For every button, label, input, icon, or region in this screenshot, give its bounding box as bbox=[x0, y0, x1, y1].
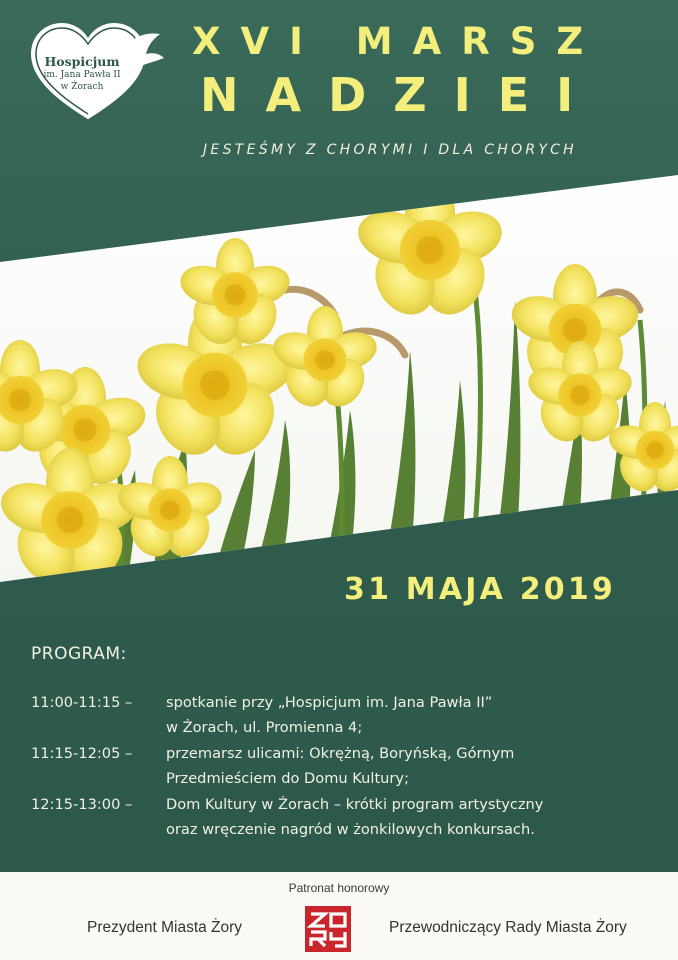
zory-city-logo-icon bbox=[305, 906, 351, 952]
subtitle: JESTEŚMY Z CHORYMI I DLA CHORYCH bbox=[203, 142, 577, 158]
event-date: 31 MAJA 2019 bbox=[344, 572, 616, 607]
title-line-1: XVI MARSZ bbox=[192, 20, 604, 63]
program-desc-line: w Żorach, ul. Promienna 4; bbox=[166, 719, 363, 736]
logo-text-city: w Żorach bbox=[60, 82, 104, 92]
program-time: 11:00-11:15 – bbox=[31, 694, 133, 711]
logo-text-name: Hospicjum bbox=[44, 54, 120, 69]
title-line-2: NADZIEI bbox=[200, 68, 601, 122]
program-heading: PROGRAM: bbox=[31, 644, 127, 664]
program-desc-line: przemarsz ulicami: Okrężną, Boryńską, Górnym bbox=[166, 745, 515, 762]
program-desc-line: spotkanie przy „Hospicjum im. Jana Pawła II” bbox=[166, 694, 493, 711]
patronage-label: Patronat honorowy bbox=[288, 881, 390, 895]
patron-mayor: Prezydent Miasta Żory bbox=[87, 919, 243, 936]
hospice-logo bbox=[26, 18, 166, 128]
program-desc-line: oraz wręczenie nagród w żonkilowych konkursach. bbox=[166, 821, 535, 838]
footer bbox=[0, 872, 678, 960]
program-time: 12:15-13:00 – bbox=[31, 796, 133, 813]
patron-council-chair: Przewodniczący Rady Miasta Żory bbox=[389, 919, 627, 936]
program-time: 11:15-12:05 – bbox=[31, 745, 133, 762]
program-desc-line: Dom Kultury w Żorach – krótki program artystyczny bbox=[166, 796, 544, 813]
logo-text-patron: im. Jana Pawła II bbox=[43, 70, 121, 80]
program-desc-line: Przedmieściem do Domu Kultury; bbox=[166, 770, 409, 787]
